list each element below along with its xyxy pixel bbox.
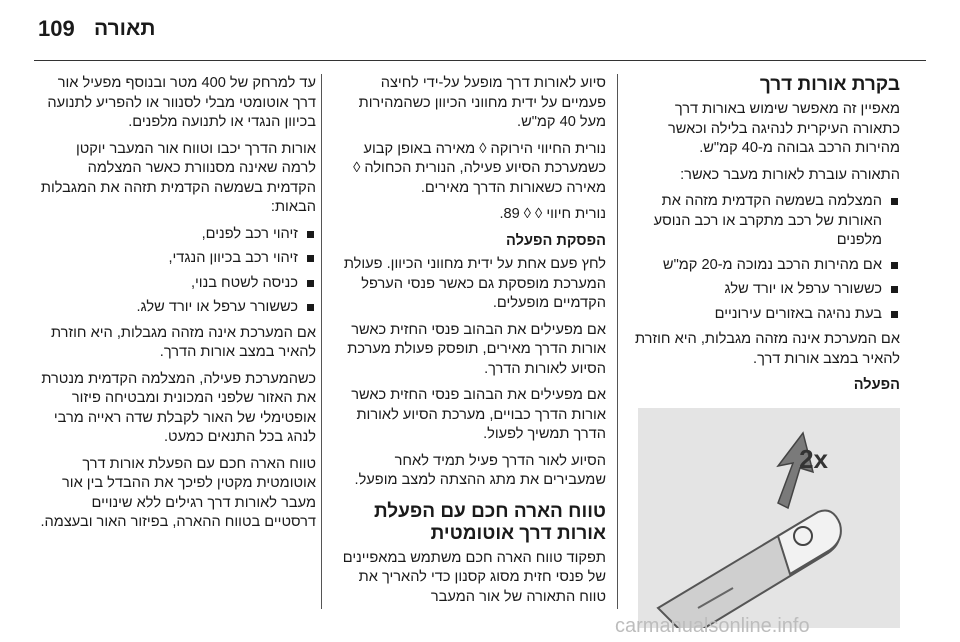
- section-heading: טווח הארה חכם עם הפעלת אורות דרך אוטומטית: [374, 500, 606, 544]
- bullet-list: [628, 192, 900, 324]
- paragraph: לחץ פעם אחת על ידית מחווני הכיוון. פעולת המערכת מופסקת גם כאשר פנסי הערפל הקדמיים מופעלים.: [343, 256, 606, 311]
- paragraph: נורית החיווי הירוקה ◊ מאירה באופן קבוע כשמערכת הסיוע פעילה, הנורית הכחולה ◊ מאירה כשאורות הדרך מאירים.: [353, 140, 606, 196]
- page-header: [0, 0, 960, 62]
- column-divider: [617, 74, 618, 609]
- watermark: carmanualsonline.info: [615, 615, 810, 637]
- list-item: זיהוי רכב לפנים,: [38, 225, 316, 245]
- paragraph: סיוע לאורות דרך מופעל על-ידי לחיצה פעמיים על ידית מחווני הכיוון כשהמהירות מעל 40 קמ"ש.: [358, 75, 606, 130]
- press-twice-label: 2x: [799, 443, 828, 474]
- list-item: כניסה לשטח בנוי,: [38, 274, 316, 294]
- list-item: בעת נהיגה באזורים עירוניים: [628, 305, 900, 325]
- section-heading: בקרת אורות דרך: [759, 74, 900, 95]
- list-item: זיהוי רכב בכיוון הנגדי,: [38, 249, 316, 269]
- paragraph: טווח הארה חכם עם הפעלת אורות דרך אוטומטית מקטין לפיכך את ההבדל בין אור מעבר לאורות דרך רגילים ללא שינויים דרסטיים בטווח ההארה, בפיזור האור ובעצמה.: [40, 455, 316, 530]
- paragraph: אם מפעילים את הבהוב פנסי החזית כאשר אורות הדרך מאירים, תופסק פעולת מערכת הסיוע לאורות הדרך.: [347, 321, 606, 377]
- list-item: כששורר ערפל או יורד שלג: [628, 280, 900, 300]
- page-title: תאורה: [94, 17, 156, 40]
- column-divider: [321, 74, 322, 609]
- list-item: המצלמה בשמשה הקדמית מזהה את האורות של רכב מתקרב או רכב הנוסע מלפנים: [628, 192, 900, 251]
- left-column: [38, 74, 316, 540]
- bullet-list: [38, 225, 316, 318]
- middle-column: [334, 74, 606, 614]
- stalk-illustration: [638, 408, 900, 628]
- paragraph: אם המערכת אינה מזהה מגבלות, היא חוזרת להאיר במצב אורות הדרך.: [50, 324, 316, 360]
- subheading: הפסקת הפעלה: [506, 232, 606, 249]
- paragraph: נורית חיווי ◊ ◊ 89.: [499, 206, 606, 222]
- paragraph: כשהמערכת פעילה, המצלמה הקדמית מנטרת את האזור שלפני המכונית ומבטיחה פיזור אופטימלי של האור לקבלת שדה ראייה מרבי לנהג בכל התנאים כמעט.: [41, 370, 316, 445]
- paragraph: עד למרחק של 400 מטר ובנוסף מפעיל אור דרך אוטומטי מבלי לסנוור או להפריע לתנועה בכיוון הנגדי או לתנועה מלפנים.: [47, 75, 316, 130]
- header-rule: [34, 60, 926, 61]
- right-column: [628, 74, 900, 628]
- paragraph: אם המערכת אינה מזהה מגבלות, היא חוזרת להאיר במצב אורות דרך.: [634, 331, 900, 367]
- paragraph: התאורה עוברת לאורות מעבר כאשר:: [680, 166, 900, 183]
- paragraph: אם מפעילים את הבהוב פנסי החזית כאשר אורות הדרך כבויים, מערכת הסיוע לאורות הדרך תמשיך לפעול.: [351, 387, 606, 442]
- subheading: הפעלה: [853, 377, 900, 393]
- paragraph: אורות הדרך יכבו וטווח אור המעבר יוקטן לרמה שאינה מסנוורת כאשר המצלמה הקדמית בשמשה הקדמית תזהה את המגבלות הבאות:: [40, 140, 316, 215]
- stalk-drawing: [638, 408, 900, 628]
- page-number: 109: [38, 16, 75, 41]
- list-item: אם מהירות הרכב נמוכה מ-20 קמ"ש: [628, 256, 900, 276]
- paragraph: הסיוע לאור הדרך פעיל תמיד לאחר שמעבירים את מתג ההצתה למצב מופעל.: [354, 452, 606, 488]
- list-item: כששורר ערפל או יורד שלג.: [38, 298, 316, 318]
- paragraph: תפקוד טווח הארה חכם משתמש במאפיינים של פנסי חזית מסוג קסנון כדי להאריך את טווח התאורה של אור המעבר: [342, 549, 606, 605]
- paragraph: מאפיין זה מאפשר שימוש באורות דרך כתאורה העיקרית לנהיגה בלילה וכאשר מהירות הרכב גבוהה מ-40 קמ"ש.: [667, 101, 900, 156]
